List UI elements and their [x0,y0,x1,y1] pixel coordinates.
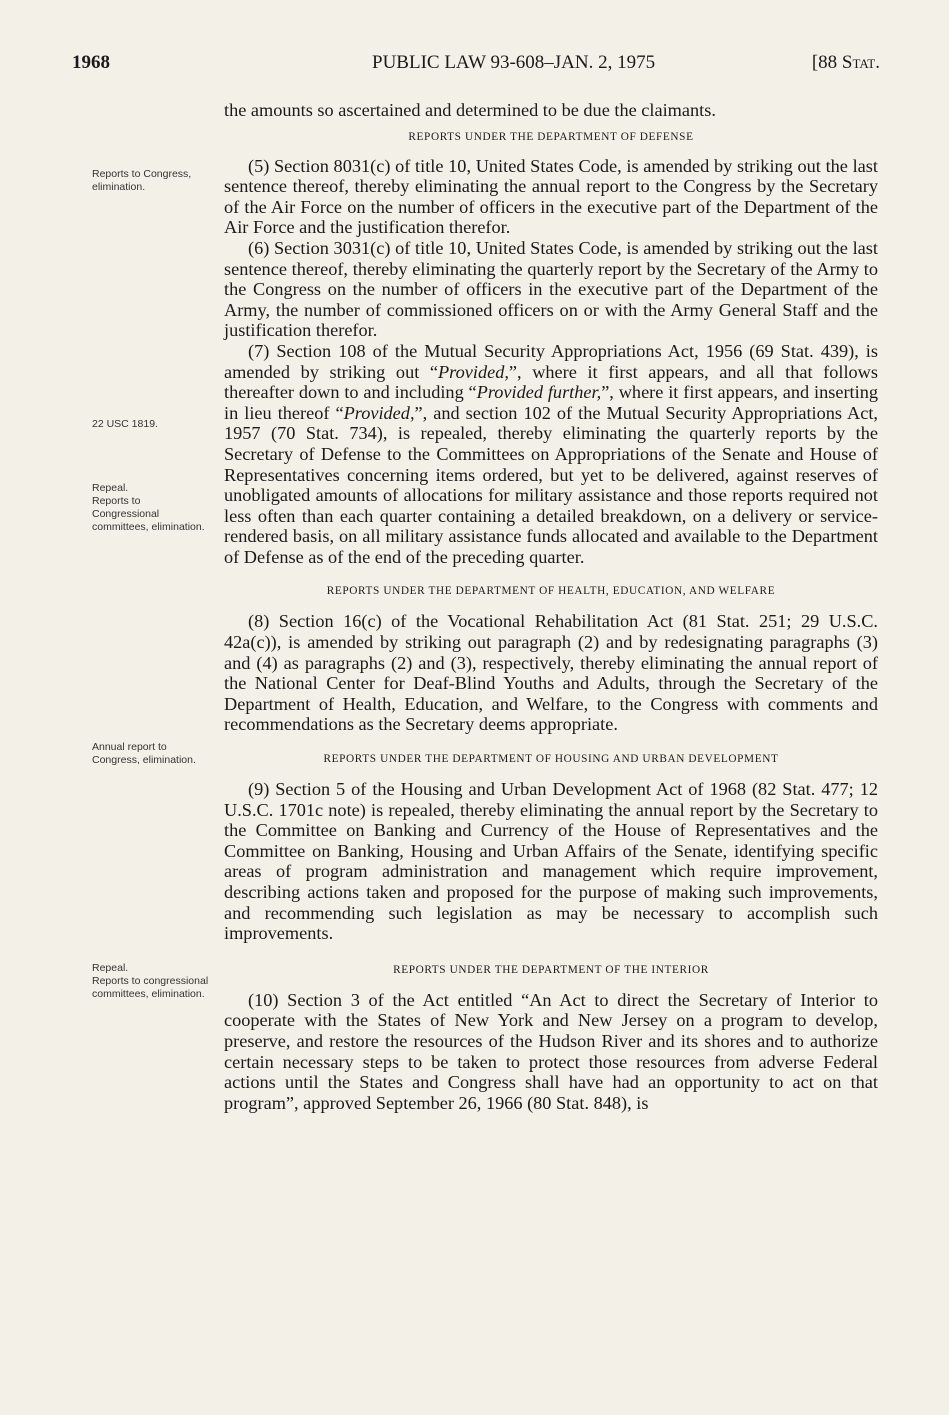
margin-note-repeal-detail: Reports to Congressional committees, elimination. [92,495,205,533]
paragraph-7 [224,341,878,568]
paragraph-5: (5) Section 8031(c) of title 10, United States Code, is amended by striking out the last sentence thereof, thereby eliminating the annual report to the Congress by the Secretary of the Air Force on the number of officers in the executive part of the Department of the Air Force and the justification therefor. [224,155,878,238]
p7-italic-1: Provided, [438,361,509,382]
heading-interior: REPORTS UNDER THE DEPARTMENT OF THE INTERIOR [393,963,709,976]
paragraph-9: (9) Section 5 of the Housing and Urban Development Act of 1968 (82 Stat. 477; 12 U.S.C. 1701c note) is repealed, thereby eliminating the annual report by the Secretary to the Committee on Banking and Currency of the House of Representatives and the Committee on Banking, Housing and Urban Affairs of the Senate, identifying specific areas of program administration and management which require improvement, describing actions taken and proposed for the purpose of making such improvements, and recommending such legislation as may be necessary to accomplish such improvements. [224,779,878,944]
paragraph-8: (8) Section 16(c) of the Vocational Rehabilitation Act (81 Stat. 251; 29 U.S.C. 42a(c)), is amended by striking out paragraph (2) and by redesignating paragraphs (3) and (4) as paragraphs (2) and (3), respectively, thereby eliminating the annual report of the National Center for Deaf-Blind Youths and Adults, through the Secretary of the Department of Health, Education, and Welfare, to the Congress with comments and recommendations as the Secretary deems appropriate. [224,611,878,735]
p7-italic-2: Provided further, [476,382,602,403]
opening-line: the amounts so ascertained and determined to be due the claimants. [224,100,716,120]
page-header [72,52,880,86]
body-text [224,100,878,1113]
margin-note-repeal-label: Repeal. [92,482,129,494]
paragraph-10: (10) Section 3 of the Act entitled “An Act to direct the Secretary of Interior to cooperate with the States of New York and New Jersey on a program to develop, preserve, and restore the resources of the Hudson River and its shores and to authorize certain necessary steps to be taken to protect those resources from adverse Federal actions until the States and Congress shall have had an opportunity to act on that program”, approved September 26, 1966 (80 Stat. 848), is [224,989,878,1113]
margin-note-repeal [92,482,210,534]
margin-note-repeal-2 [92,962,210,1001]
heading-hew: REPORTS UNDER THE DEPARTMENT OF HEALTH, EDUCATION, AND WELFARE [326,585,776,598]
stat-volume: [88 [811,52,838,73]
margin-note-repeal-2-detail: Reports to congressional committees, elimination. [92,975,209,1000]
p7-part-c: ”, where it first appears, and inserting in lieu thereof “ [224,382,878,423]
p7-part-d: ”, and section 102 of the Mutual Security Appropriations Act, 1957 (70 Stat. 734), is repealed, thereby eliminating the quarterly reports by the Secretary of Defense to the Committees on Appropriations of the Senate and House of Representatives concerning items ordered, but yet to be delivered, against reserves of unobligated amounts of allocations for military assistance and those reports required not less often than each quarter containing a detailed breakdown, on a delivery or service-rendered basis, on all military assistance funds allocated and available to the Department of Defense as of the end of the preceding quarter. [224,402,878,567]
heading-defense: REPORTS UNDER THE DEPARTMENT OF DEFENSE [408,130,694,143]
margin-note-usc-citation: 22 USC 1819. [92,418,158,430]
heading-hud: REPORTS UNDER THE DEPARTMENT OF HOUSING AND URBAN DEVELOPMENT [323,753,779,766]
margin-note-annual-report: Annual report to Congress, elimination. [92,741,196,766]
page-number: 1968 [72,52,110,73]
p7-part-a: (7) Section 108 of the Mutual Security Appropriations Act, 1956 (69 Stat. 439), is amended by striking out “ [224,340,878,382]
stat-word: Stat. [841,52,880,73]
margin-note-repeal-2-label: Repeal. [92,962,129,974]
running-title: PUBLIC LAW 93-608–JAN. 2, 1975 [372,52,656,73]
margin-note-reports-to-congress: Reports to Congress, elimination. [92,168,192,193]
paragraph-6: (6) Section 3031(c) of title 10, United States Code, is amended by striking out the last sentence thereof, thereby eliminating the quarterly report by the Secretary of the Army to the Congress on the number of officers in the executive part of the Department of the Army, the number of commissioned officers on or with the Army General Staff and the justification therefor. [224,237,878,341]
p7-italic-3: Provided, [343,402,415,423]
p7-part-b: ”, where it first appears, and all that follows thereafter down to and including “ [224,361,878,403]
statute-reference [812,52,880,74]
